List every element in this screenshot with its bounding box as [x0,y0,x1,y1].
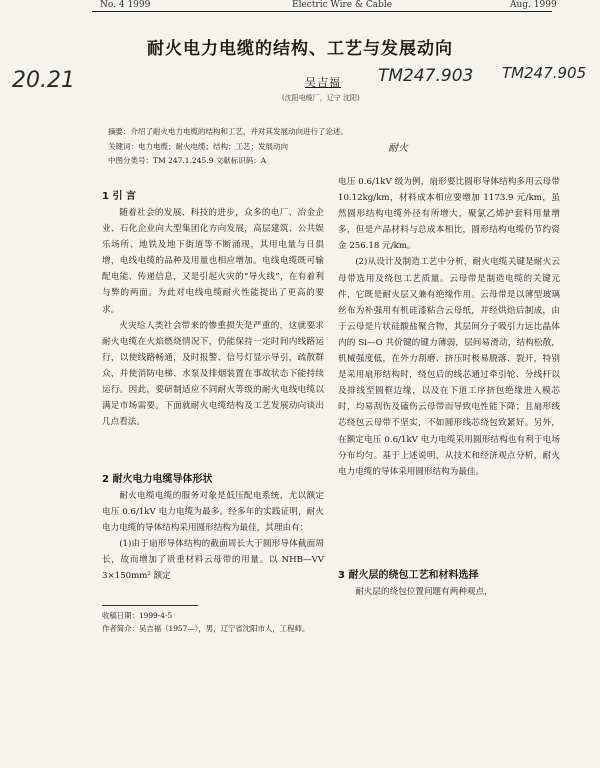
paragraph: (1)由于扇形导体结构的截面周长大于圆形导体截面周长，故而增加了贵重材料云母带的用量。以 NHB—VV 3×150mm² 额定 [102,539,324,582]
paragraph: 随着社会的发展、科技的进步，众多的电厂、冶金企业、石化企业向大型集团化方向发展，高层建筑、公共娱乐场所、地铁及地下街道等不断涌现，其用电量与日俱增，电线电缆的品种及用量也相应增加。电线电缆既可输配电能、传递信息，又是引起火灾的“导火线”，在有着利与弊的两面。为此对电线电缆耐火性能提出了更高的要求。 [102,208,324,315]
author-name: 吴吉福 [305,76,341,89]
left-column-lower [102,488,324,585]
paragraph: (2)从设计及制造工艺中分析，耐火电缆关键是耐火云母带选用及绕包工艺质量。云母带是制造电缆的关键元件，它既是耐火层又兼有绝缘作用。云母带是以薄型玻璃丝布为补强用有机硅漆粘合云母纸，并经烘焙后制成，由于云母是片状硅酸盐聚合物，其层间分子吸引力远比晶体内的 Si—O 共价键的键力薄弱，层间易滑动，结构松散，机械强度低，在外力刮磨、挤压时极易脱落、裂开，特别是采用扇形结构时，绕包后的线芯通过牵引轮、分线杆以及排线至圆框边缘，以及在下道工序挤包绝缘进入模芯时，均易刮伤及磕伤云母带而导致电性能下降；且扇形线芯绕包云母带不坚实，不如圆形线芯绕包致紧好。另外，在额定电压 0.6/1kV 电力电缆采用圆形结构也有利于电场分布均匀。基于上述说明，从技术和经济观点分析，耐火电力电缆的导体采用圆形结构为最佳。 [338,257,560,477]
footnotes [102,609,332,635]
paragraph: 耐火层的绕包位置问题有两种观点， [355,587,493,597]
abstract: 摘要：介绍了耐火电力电缆的结构和工艺，并对其发展动向进行了论述。 [108,127,348,136]
author-affiliation: (沈阳电缆厂，辽宁 沈阳) [282,94,360,102]
header-rule [92,11,552,12]
header-date: Aug. 1999 [510,0,557,10]
paragraph: 耐火电缆电缆的服务对象是低压配电系统，尤以额定电压 0.6/1kV 电力电缆为最多。经多年的实践证明，耐火电力电缆的导体结构采用圆形结构为最佳，其理由有： [102,491,324,534]
handwritten-margin-note: 20.21 [12,68,75,93]
keywords: 关键词：电力电缆；耐火电缆；结构；工艺；发展动向 [108,142,288,151]
header-issue: No. 4 1999 [100,0,151,10]
section-2-heading: 2 耐火电力电缆导体形状 [102,474,213,485]
footnote-received: 收稿日期：1999-4-5 [102,611,173,620]
page-title: 耐火电力电缆的结构、工艺与发展动向 [147,39,453,59]
right-column [338,174,560,480]
left-column [102,205,324,430]
right-column-lower [338,584,560,600]
footnote-rule [102,605,198,606]
footnote-author-bio: 作者简介：吴吉福（1957—），男，辽宁省沈阳市人，工程师。 [102,624,310,633]
paragraph: 电压 0.6/1kV 级为例，扇形要比圆形导体结构多用云母带 10.12kg/km，材料成本相应要增加 1173.9 元/km，虽然圆形结构电缆外径有所增大，聚氯乙烯护套料用量增多，但是产品材料与总成本相比，圆形结构电缆仍节约资金 256.18 元/km。 [338,177,560,252]
handwritten-class-code-1: TM247.903 [378,66,474,86]
paragraph: 火灾给人类社会带来的惨重损失是严重的，这就要求耐火电缆在火焰燃烧情况下，仍能保持一定时间内线路运行，以使线路畅通，及时报警、信号灯显示导引，疏散群众，并使消防电梯、水泵及排烟装置在事故状态下能持续运行。因此，要研制适应不同耐火等级的耐火电线电缆以满足市场需要。下面就耐火电缆结构及工艺发展动向谈出几点看法。 [102,320,324,428]
section-1-heading: 1 引 言 [102,191,136,202]
section-3-heading: 3 耐火层的绕包工艺和材料选择 [338,570,479,581]
handwritten-keyword-note: 耐火 [388,143,408,154]
header-journal: Electric Wire & Cable [292,0,393,10]
handwritten-class-code-2: TM247.905 [502,64,587,82]
classification: 中图分类号：TM 247.1.245.9 文献标识码：A [108,156,267,165]
